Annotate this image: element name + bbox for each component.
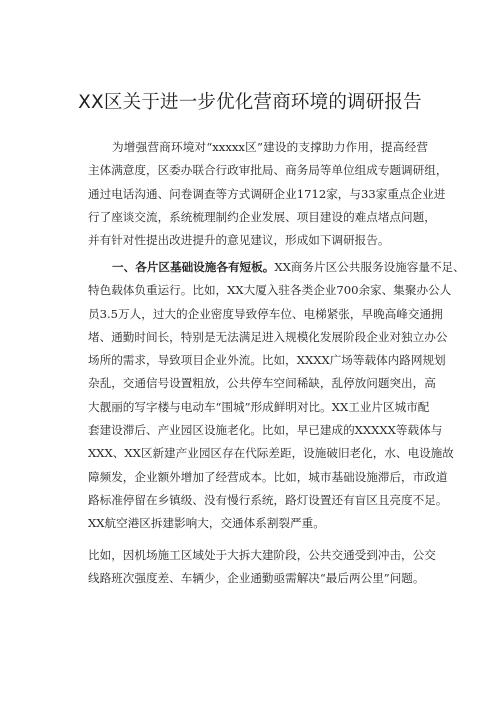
text-line: 为增强营商环境对“xxxxx区”建设的支撑助力作用，提高经营 — [112, 140, 428, 154]
document-title: XX区关于进一步优化营商环境的调研报告 — [78, 92, 422, 113]
section-two-paragraph — [88, 544, 436, 591]
section-heading: 一、各片区基础设施各有短板。 — [112, 260, 275, 274]
text-line: 堵、通勤时间长，特别是无法满足进入规模化发展阶段企业对独立办公 — [88, 329, 448, 344]
text-line: 通过电话沟通、问卷调查等方式调研企业1712家，与33家重点企业进 — [88, 186, 446, 201]
text-line: 主体满意度，区委办联合行政审批局、商务局等单位组成专题调研组， — [88, 163, 448, 178]
text-line: 比如，因机场施工区域处于大拆大建阶段，公共交通受到冲击，公交 — [88, 548, 436, 562]
section-one-paragraph — [88, 256, 465, 536]
text-line — [88, 256, 465, 279]
text-line: 大靓丽的写字楼与电动车“围城”形成鲜明对比。XX工业片区城市配 — [88, 399, 430, 414]
text-line: 杂乱，交通信号设置粗放，公共停车空间稀缺，乱停放问题突出，高 — [88, 376, 436, 391]
text-line: 员3.5万人，过大的企业密度导致停车位、电梯紧张，早晚高峰交通拥 — [88, 306, 443, 321]
text-line: 套建设滞后、产业园区设施老化。比如，早已建成的XXXXX等载体与 — [88, 423, 443, 438]
text-line: XX航空港区拆建影响大，交通体系割裂严重。 — [88, 516, 325, 531]
text-line: 线路班次强度差、车辆少，企业通勤亟需解决“最后两公里”问题。 — [88, 571, 425, 586]
text-line: XXX、XX区新建产业园区存在代际差距，设施破旧老化，水、电设施故 — [88, 446, 454, 461]
section-text: XX商务片区公共服务设施容量不足、 — [274, 260, 465, 274]
text-line: 行了座谈交流，系统梳理制约企业发展、项目建设的难点堵点问题， — [88, 209, 436, 224]
text-line: 路标准停留在乡镇级、没有慢行系统，路灯设置还有盲区且亮度不足。 — [88, 492, 448, 507]
text-line: 场所的需求，导致项目企业外流。比如，XXXX广场等载体内路网规划 — [88, 353, 446, 368]
text-line: 障频发，企业额外增加了经营成本。比如，城市基础设施滞后，市政道 — [88, 469, 448, 484]
intro-paragraph — [88, 136, 448, 252]
text-line: 特色载体负重运行。比如，XX大厦入驻各类企业700余家、集聚办公人 — [88, 283, 452, 298]
text-line: 并有针对性提出改进提升的意见建议，形成如下调研报告。 — [88, 233, 390, 248]
